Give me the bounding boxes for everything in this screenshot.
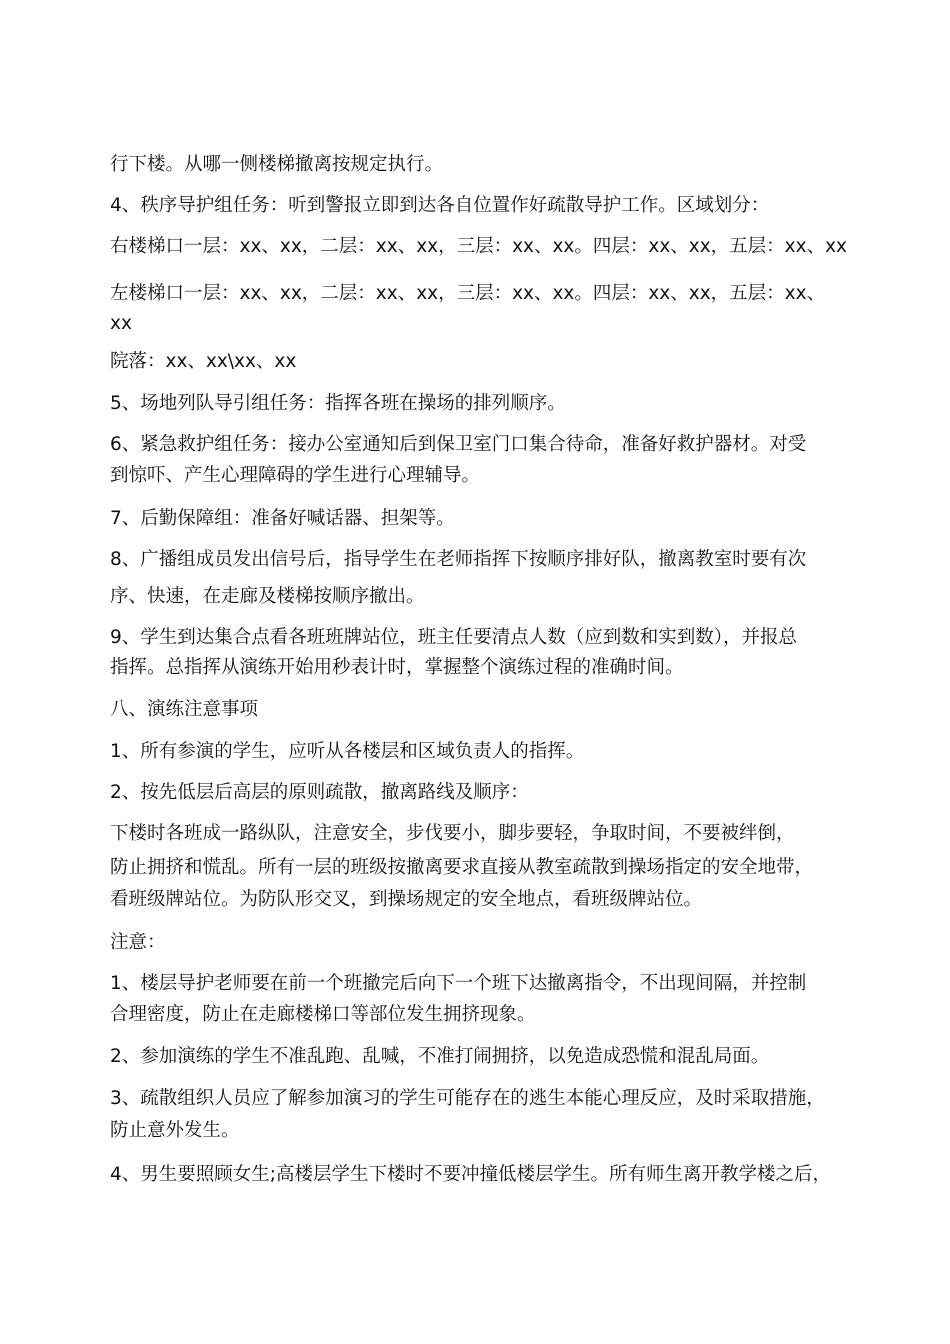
- text-line: 9、学生到达集合点看各班班牌站位，班主任要清点人数（应到数和实到数），并报总: [110, 627, 798, 648]
- text-line: 下楼时各班成一路纵队，注意安全，步伐要小，脚步要轻，争取时间，不要被绊倒，: [110, 823, 795, 844]
- text-line: 防止意外发生。: [110, 1120, 240, 1141]
- text-line: 到惊吓、产生心理障碍的学生进行心理辅导。: [110, 465, 481, 486]
- text-line: 序、快速，在走廊及楼梯按顺序撤出。: [110, 586, 425, 607]
- text-line: 2、按先低层后高层的原则疏散，撤离路线及顺序：: [110, 782, 529, 803]
- text-line: 合理密度，防止在走廊楼梯口等部位发生拥挤现象。: [110, 1004, 536, 1025]
- text-line: 右楼梯口一层：xx、xx，二层：xx、xx，三层：xx、xx。四层：xx、xx，五层：xx、xx: [110, 236, 847, 257]
- text-line: 7、后勤保障组：准备好喊话器、担架等。: [110, 508, 455, 529]
- text-line: 2、参加演练的学生不准乱跑、乱喊，不准打闹拥挤，以免造成恐慌和混乱局面。: [110, 1046, 770, 1067]
- text-line: 注意：: [110, 932, 166, 953]
- text-line: 4、男生要照顾女生;高楼层学生下楼时不要冲撞低楼层学生。所有师生离开教学楼之后，: [110, 1164, 832, 1185]
- text-line: 指挥。总指挥从演练开始用秒表计时，掌握整个演练过程的准确时间。: [110, 657, 684, 678]
- text-line: 院落：xx、xx\xx、xx: [110, 351, 297, 372]
- text-line: 行下楼。从哪一侧楼梯撤离按规定执行。: [110, 154, 444, 175]
- text-line: 防止拥挤和慌乱。所有一层的班级按撤离要求直接从教室疏散到操场指定的安全地带，: [110, 857, 814, 878]
- text-line: 8、广播组成员发出信号后，指导学生在老师指挥下按顺序排好队，撤离教室时要有次: [110, 549, 807, 570]
- text-line: 6、紧急救护组任务：接办公室通知后到保卫室门口集合待命，准备好救护器材。对受: [110, 434, 807, 455]
- text-line: 3、疏散组织人员应了解参加演习的学生可能存在的逃生本能心理反应，及时采取措施，: [110, 1088, 825, 1109]
- text-line: 1、楼层导护老师要在前一个班撤完后向下一个班下达撤离指令，不出现间隔，并控制: [110, 973, 807, 994]
- text-line: 4、秩序导护组任务：听到警报立即到达各自位置作好疏散导护工作。区域划分：: [110, 195, 770, 216]
- text-line: 看班级牌站位。为防队形交叉，到操场规定的安全地点，看班级牌站位。: [110, 889, 703, 910]
- text-line: 左楼梯口一层：xx、xx，二层：xx、xx，三层：xx、xx。四层：xx、xx，五层：xx、: [110, 283, 826, 304]
- text-line: 5、场地列队导引组任务：指挥各班在操场的排列顺序。: [110, 393, 566, 414]
- text-line: xx: [110, 313, 132, 334]
- section-heading: 八、演练注意事项: [110, 699, 259, 720]
- text-line: 1、所有参演的学生，应听从各楼层和区域负责人的指挥。: [110, 741, 585, 762]
